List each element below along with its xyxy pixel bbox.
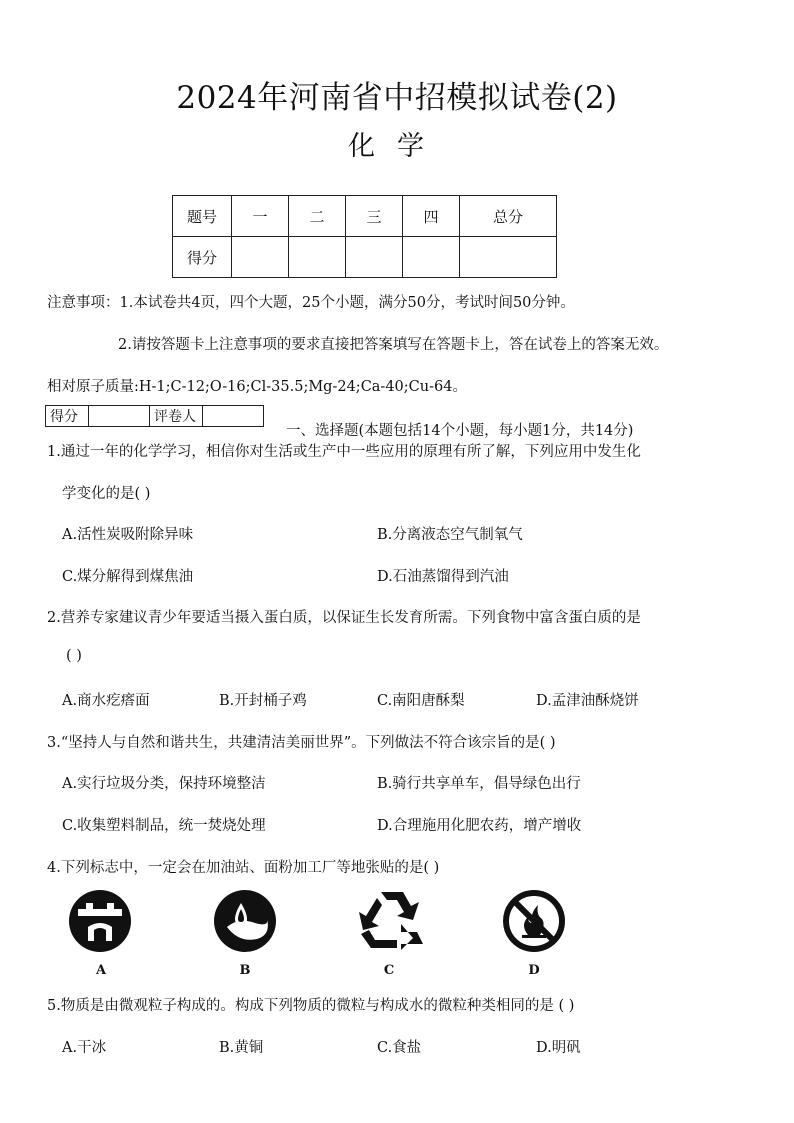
- score-blank: [460, 237, 557, 278]
- score-table-header-row: [173, 196, 557, 237]
- q1-option-a: A.活性炭吸附除异味: [62, 527, 194, 543]
- q4-label-b: B: [239, 963, 251, 978]
- q3-option-d: D.合理施用化肥农药，增产增收: [377, 818, 582, 834]
- water-drop-icon: [213, 889, 277, 953]
- water-saving-icon: [68, 889, 132, 953]
- q3-stem: 3.“坚持人与自然和谐共生，共建清洁美丽世界”。下列做法不符合该宗旨的是( ): [47, 735, 556, 751]
- q5-option-d: D.明矾: [536, 1040, 581, 1056]
- q4-label-a: A: [95, 963, 107, 978]
- atomic-mass-line: 相对原子质量:H-1;C-12;O-16;Cl-35.5;Mg-24;Ca-40;Cu-64。: [47, 379, 467, 395]
- q4-label-c: C: [383, 963, 395, 978]
- q2-stem-line2: ( ): [66, 648, 82, 664]
- q1-stem-line1: 1.通过一年的化学学习，相信你对生活或生产中一些应用的原理有所了解，下列应用中发生化: [47, 444, 641, 460]
- q2-option-b: B.开封桶子鸡: [219, 693, 307, 709]
- recycle-icon: [357, 888, 427, 952]
- q1-stem-line2: 学变化的是( ): [62, 486, 151, 502]
- q4-label-d: D: [528, 963, 540, 978]
- grader-score-blank: [89, 406, 150, 427]
- score-cell-q4: 四: [403, 196, 460, 237]
- score-blank: [346, 237, 403, 278]
- q5-option-a: A.干冰: [62, 1040, 107, 1056]
- grader-score-label: 得分: [46, 406, 89, 427]
- score-blank: [289, 237, 346, 278]
- q1-option-d: D.石油蒸馏得到汽油: [377, 569, 509, 585]
- q2-option-d: D.孟津油酥烧饼: [536, 693, 639, 709]
- q5-option-b: B.黄铜: [219, 1040, 264, 1056]
- subject-title: 化学: [348, 131, 446, 162]
- notes-line1: 注意事项：1.本试卷共4页，四个大题，25个小题，满分50分，考试时间50分钟。: [47, 295, 575, 311]
- q1-option-c: C.煤分解得到煤焦油: [62, 569, 194, 585]
- q1-option-b: B.分离液态空气制氧气: [377, 527, 523, 543]
- section1-heading: 一、选择题(本题包括14个小题，每小题1分，共14分): [286, 423, 634, 439]
- no-fire-icon: [502, 889, 566, 953]
- grader-name-label: 评卷人: [150, 406, 203, 427]
- q5-option-c: C.食盐: [377, 1040, 422, 1056]
- q3-option-c: C.收集塑料制品，统一焚烧处理: [62, 818, 266, 834]
- q4-stem: 4.下列标志中，一定会在加油站、面粉加工厂等地张贴的是( ): [47, 860, 440, 876]
- score-cell-q1: 一: [232, 196, 289, 237]
- score-cell-q2: 二: [289, 196, 346, 237]
- score-blank: [403, 237, 460, 278]
- q3-option-b: B.骑行共享单车，倡导绿色出行: [377, 776, 581, 792]
- grader-name-blank: [203, 406, 264, 427]
- grader-box: [45, 405, 264, 427]
- q5-stem: 5.物质是由微观粒子构成的。构成下列物质的微粒与构成水的微粒种类相同的是 ( ): [47, 998, 575, 1014]
- q2-stem-line1: 2.营养专家建议青少年要适当摄入蛋白质，以保证生长发育所需。下列食物中富含蛋白质的是: [47, 610, 641, 626]
- score-cell-q3: 三: [346, 196, 403, 237]
- q2-option-a: A.商水疙瘩面: [62, 693, 150, 709]
- score-row-label: 得分: [173, 237, 232, 278]
- score-cell-total: 总分: [460, 196, 557, 237]
- q3-option-a: A.实行垃圾分类，保持环境整洁: [62, 776, 266, 792]
- notes-line2: 2.请按答题卡上注意事项的要求直接把答案填写在答题卡上，答在试卷上的答案无效。: [118, 337, 669, 353]
- exam-title: 2024年河南省中招模拟试卷(2): [176, 80, 618, 116]
- score-cell-label: 题号: [173, 196, 232, 237]
- q2-option-c: C.南阳唐酥梨: [377, 693, 465, 709]
- score-blank: [232, 237, 289, 278]
- score-table-score-row: [173, 237, 557, 278]
- score-table: [172, 195, 557, 278]
